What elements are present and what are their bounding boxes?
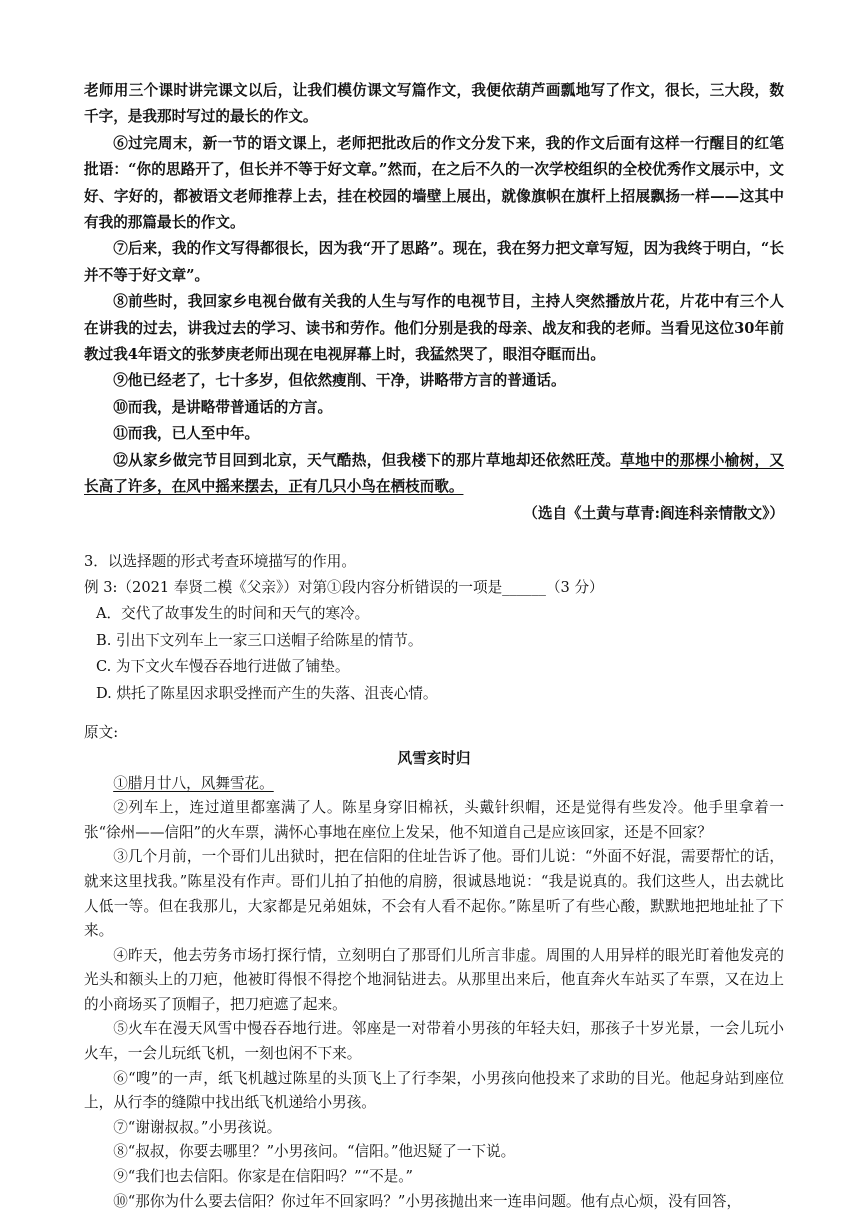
passage-paragraph-12	[84, 448, 784, 501]
paragraph-12-text: ⑫从家乡做完节目回到北京，天气酷热，但我楼下的那片草地却还依然旺茂。	[113, 451, 621, 469]
original-paragraph: ③几个月前，一个哥们儿出狱时，把在信阳的住址告诉了他。哥们儿说：“外面不好混，需要帮忙的话，就来这里找我。”陈星没有作声。哥们儿拍了拍他的肩膀，很诚恳地说：“我是说真的。我们这些人，出去就比人低一等。但在我那儿，大家都是兄弟姐妹，不会有人看不起你。”陈星听了有些心酸，默默地把地址扯了下来。	[84, 848, 784, 940]
option-a: A．交代了故事发生的时间和天气的寒冷。	[96, 605, 370, 623]
original-label: 原文:	[84, 723, 119, 741]
original-paragraph: ⑩“那你为什么要去信阳？你过年不回家吗？”小男孩抛出来一连串问题。他有点心烦，没有回答，	[113, 1192, 742, 1210]
question-section	[84, 549, 784, 707]
passage-part1	[84, 78, 784, 527]
passage-paragraph: 老师用三个课时讲完课文以后，让我们模仿课文写篇作文，我便依葫芦画瓢地写了作文，很长，三大段，数千字，是我那时写过的最长的作文。	[84, 82, 784, 126]
original-paragraph-1	[84, 772, 784, 797]
original-text	[84, 721, 784, 1214]
passage-paragraph: ⑨他已经老了，七十多岁，但依然瘦削、干净，讲略带方言的普通话。	[113, 372, 566, 390]
passage-paragraph: ⑩而我，是讲略带普通话的方言。	[113, 398, 333, 416]
option-c: C. 为下文火车慢吞吞地行进做了铺垫。	[96, 658, 350, 676]
document-page	[84, 78, 784, 1214]
passage-paragraph: ⑦后来，我的作文写得都很长，因为我“开了思路”。现在，我在努力把文章写短，因为我终于明白，“长并不等于好文章”。	[84, 240, 784, 284]
original-paragraph: ⑥“嗖”的一声，纸飞机越过陈星的头顶飞上了行李架，小男孩向他投来了求助的目光。他起身站到座位上，从行李的缝隙中找出纸飞机递给小男孩。	[84, 1069, 784, 1112]
original-paragraph: ⑨“我们也去信阳。你家是在信阳吗？”“不是。”	[113, 1168, 414, 1186]
question-example: 例 3:（2021 奉贤二模《父亲》）对第①段内容分析错误的一项是______（3 分）	[84, 578, 604, 596]
option-d: D. 烘托了陈星因求职受挫而产生的失落、沮丧心情。	[96, 684, 438, 702]
original-paragraph: ⑧“叔叔，你要去哪里？”小男孩问。“信阳。”他迟疑了一下说。	[113, 1143, 516, 1161]
option-b: B. 引出下文列车上一家三口送帽子给陈星的情节。	[96, 631, 423, 649]
original-title: 风雪亥时归	[397, 749, 471, 767]
passage-paragraph: ⑧前些时，我回家乡电视台做有关我的人生与写作的电视节目，主持人突然播放片花，片花中有三个人在讲我的过去，讲我过去的学习、读书和劳作。他们分别是我的母亲、战友和我的老师。当看见这位30年前教过我4年语文的张梦庚老师出现在电视屏幕上时，我猛然哭了，眼泪夺眶而出。	[84, 293, 784, 364]
underlined-sentence: 草地中的那棵小榆树，又长高了许多，在风中摇来摆去，正有几只小鸟在栖枝而歌。	[84, 451, 784, 496]
passage-source: （选自《土黄与草青:阎连科亲情散文》）	[523, 504, 784, 522]
original-paragraph: ②列车上，连过道里都塞满了人。陈星身穿旧棉袄，头戴针织帽，还是觉得有些发冷。他手里拿着一张“徐州——信阳”的火车票，满怀心事地在座位上发呆，他不知道自己是应该回家，还是不回家？	[84, 799, 784, 841]
original-paragraph: ⑤火车在漫天风雪中慢吞吞地行进。邻座是一对带着小男孩的年轻夫妇，那孩子十岁光景，一会儿玩小火车，一会儿玩纸飞机，一刻也闲不下来。	[84, 1020, 784, 1063]
original-paragraph: ⑦“谢谢叔叔。”小男孩说。	[113, 1118, 282, 1136]
passage-paragraph: ⑪而我，已人至中年。	[113, 425, 260, 443]
original-paragraph: ④昨天，他去劳务市场打探行情，立刻明白了那哥们儿所言非虚。周围的人用异样的眼光盯着他发亮的光头和额头上的刀疤，他被盯得恨不得挖个地洞钻进去。从那里出来后，他直奔火车站买了车票，又在边上的小商场买了顶帽子，把刀疤遮了起来。	[84, 946, 784, 1013]
passage-paragraph: ⑥过完周末，新一节的语文课上，老师把批改后的作文分发下来，我的作文后面有这样一行醒目的红笔批语：“你的思路开了，但长并不等于好文章。”然而，在之后不久的一次学校组织的全校优秀作文展示中，文好、字好的，都被语文老师推荐上去，挂在校园的墙壁上展出，就像旗帜在旗杆上招展飘扬一样——这其中有我的那篇最长的作文。	[84, 134, 784, 232]
question-heading: 3．以选择题的形式考查环境描写的作用。	[84, 552, 356, 570]
underlined-sentence: ①腊月廿八，风舞雪花。	[113, 774, 274, 792]
